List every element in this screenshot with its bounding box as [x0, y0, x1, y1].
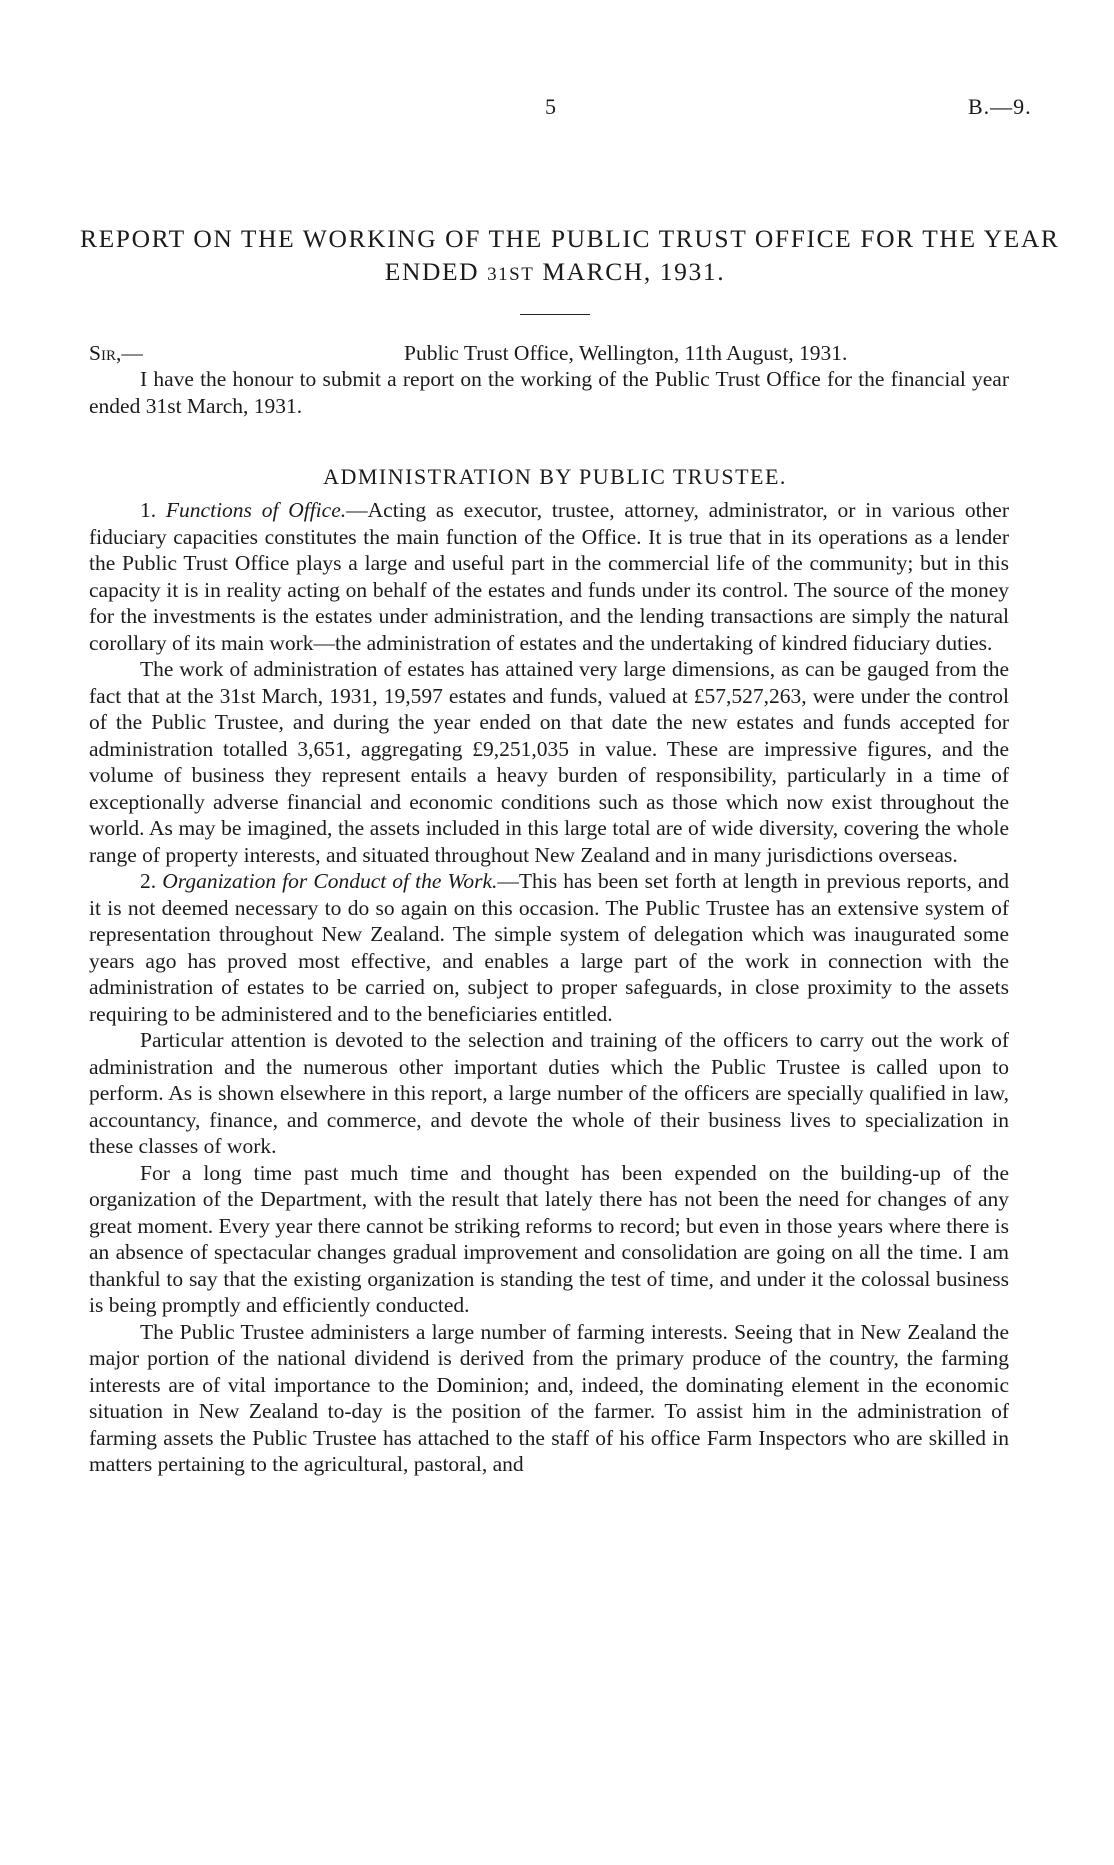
paragraph-title: Organization for Conduct of the Work. [162, 869, 498, 893]
title-date-ordinal: 31ST [487, 264, 535, 285]
page-number: 5 [545, 94, 556, 119]
document-reference: B.—9. [968, 94, 1032, 119]
title-line-2-end: MARCH, 1931. [534, 257, 726, 286]
paragraph-number: 2. [140, 869, 163, 893]
paragraph-organization [89, 868, 1009, 1027]
title-line-2-start: ENDED [384, 257, 488, 286]
report-body [89, 497, 1009, 1478]
intro-paragraph: I have the honour to submit a report on the working of the Public Trust Office for the financial year ended 31st March, 1931. [89, 367, 1009, 418]
paragraph-functions-of-office [89, 497, 1009, 656]
paragraph-organization-building: For a long time past much time and thought has been expended on the building-up of the organization of the Department, with the result that lately there has not been the need for changes of any great moment. Every year there cannot be striking reforms to record; but even in those years where there is an absence of spectacular changes gradual improvement and consolidation are going on all the time. I am thankful to say that the existing organization is standing the test of time, and under it the colossal business is being promptly and efficiently conducted. [89, 1160, 1009, 1317]
paragraph-text: —Acting as executor, trustee, attorney, administrator, or in various other fiduciary capacities constitutes the main function of the Office. It is true that in its operations as a lender the Public Trust Office plays a large and useful part in the commercial life of the community; but in this capacity it is in reality acting on behalf of the estates and funds under its control. The source of the money for the investments is the estates under administration, and the lending transactions are simply the natural corollary of its main work—the administration of estates and the undertaking of kindred fiduciary duties. [89, 498, 1010, 655]
title-line-1: REPORT ON THE WORKING OF THE PUBLIC TRUST OFFICE FOR THE YEAR [80, 224, 1060, 253]
paragraph-farming-interests: The Public Trustee administers a large number of farming interests. Seeing that in New Zealand the major portion of the national dividend is derived from the primary produce of the country, the farming interests are of vital importance to the Dominion; and, indeed, the dominating element in the economic situation in New Zealand to-day is the position of the farmer. To assist him in the administration of farming assets the Public Trustee has attached to the staff of his office Farm Inspectors who are skilled in matters pertaining to the agricultural, pastoral, and [89, 1319, 1009, 1476]
salutation: Sir,— [89, 341, 143, 365]
title-line-2 [80, 255, 1030, 291]
section-heading: ADMINISTRATION BY PUBLIC TRUSTEE. [323, 464, 787, 489]
paragraph-officer-training: Particular attention is devoted to the selection and training of the officers to carry out the work of administration and the numerous other important duties which the Public Trustee is called upon to perform. As is shown elsewhere in this report, a large number of the officers are specially qualified in law, accountancy, finance, and commerce, and devote the whole of their business lives to specialization in these classes of work. [89, 1028, 1009, 1158]
paragraph-text: —This has been set forth at length in previous reports, and it is not deemed necessary to do so again on this occasion. The Public Trustee has an extensive system of representation throughout New Zealand. The simple system of delegation which was inaugurated some years ago has proved most effective, and enables a large part of the work in connection with the administration of estates to be carried on, subject to proper safeguards, in close proximity to the assets requiring to be administered and to the beneficiaries entitled. [89, 869, 1010, 1026]
place-date: Public Trust Office, Wellington, 11th August, 1931. [404, 341, 848, 365]
title-divider [520, 314, 590, 315]
paragraph-number: 1. [140, 498, 166, 522]
letter-header [89, 340, 1009, 367]
paragraph-administration-dimensions: The work of administration of estates has attained very large dimensions, as can be gauged from the fact that at the 31st March, 1931, 19,597 estates and funds, valued at £57,527,263, were under the control of the Public Trustee, and during the year ended on that date the new estates and funds accepted for administration totalled 3,651, aggregating £9,251,035 in value. These are impressive figures, and the volume of business they represent entails a heavy burden of responsibility, particularly in a time of exceptionally adverse financial and economic conditions such as those which now exist throughout the world. As may be imagined, the assets included in this large total are of wide diversity, covering the whole range of property interests, and situated throughout New Zealand and in many jurisdictions overseas. [89, 657, 1009, 867]
paragraph-title: Functions of Office. [165, 498, 347, 522]
report-title [80, 222, 1060, 291]
letter-intro [89, 366, 1009, 419]
